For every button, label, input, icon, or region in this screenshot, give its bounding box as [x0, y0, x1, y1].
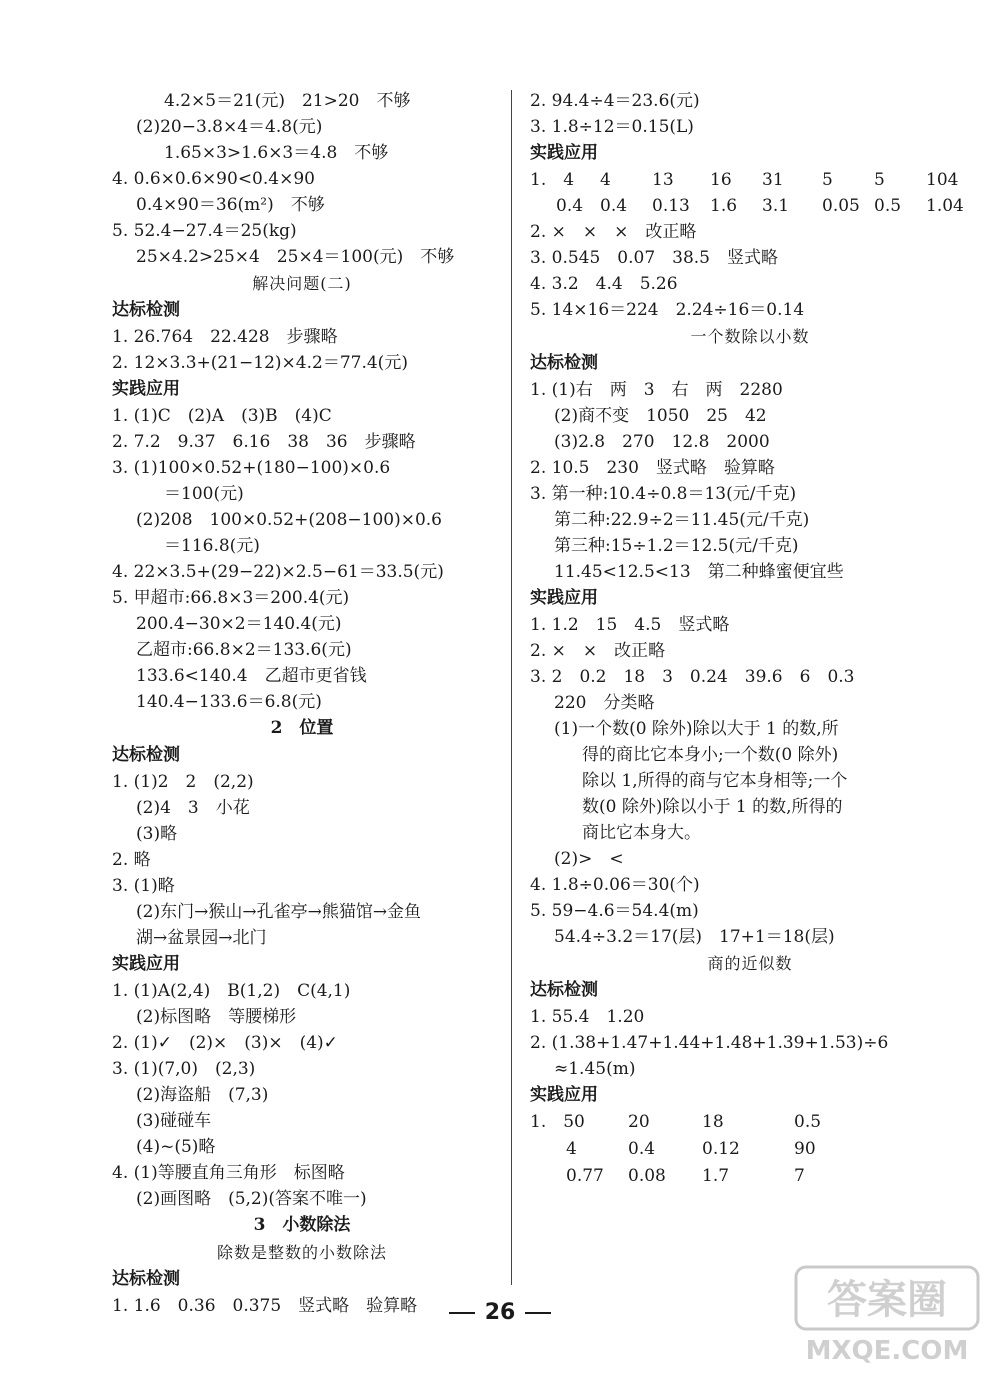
grid-cell: 1.6: [710, 196, 738, 216]
answer-line: (4)~(5)略: [136, 1137, 216, 1157]
answer-line: (1)一个数(0 除外)除以大于 1 的数,所: [554, 719, 839, 739]
answer-line: 2. 7.2 9.37 6.16 38 36 步骤略: [112, 432, 416, 452]
grid-row: [530, 1163, 970, 1190]
answer-line: (3)2.8 270 12.8 2000: [554, 432, 770, 452]
answer-line: (3)略: [136, 824, 178, 844]
watermark-url: MXQE.COM: [805, 1336, 969, 1366]
answer-line: 4.2×5＝21(元) 21>20 不够: [164, 91, 411, 111]
answer-line: 3. 2 0.2 18 3 0.24 39.6 6 0.3: [530, 667, 855, 687]
grid-cell: 0.05: [822, 196, 860, 216]
answer-line: 2. 94.4÷4＝23.6(元): [530, 91, 700, 111]
left-column: [112, 88, 492, 1319]
chapter-title: 除数是整数的小数除法: [216, 1243, 387, 1262]
answer-line: (2)东门→猴山→孔雀亭→熊猫馆→金鱼: [136, 902, 422, 922]
chapter-title: 商的近似数: [707, 954, 793, 973]
answer-grid-1: [530, 167, 970, 219]
column-divider: [511, 90, 512, 1285]
answer-line: 220 分类略: [554, 693, 655, 713]
answer-line: 54.4÷3.2＝17(层) 17+1＝18(层): [554, 927, 835, 947]
grid-cell: 0.4: [628, 1139, 656, 1159]
answer-line: 5. 59−4.6＝54.4(m): [530, 901, 699, 921]
answer-line: 第二种:22.9÷2＝11.45(元/千克): [554, 510, 810, 530]
chapter-title: 一个数除以小数: [690, 327, 810, 346]
answer-line: (2)20−3.8×4＝4.8(元): [136, 117, 323, 137]
answer-line: 乙超市:66.8×2＝133.6(元): [136, 640, 352, 660]
grid-cell: 0.4: [556, 196, 584, 216]
answer-line: ＝100(元): [164, 484, 244, 504]
answer-line: 除以 1,所得的商与它本身相等;一个: [582, 771, 848, 791]
answer-line: 2. 略: [112, 850, 151, 870]
grid-cell: 0.5: [794, 1112, 822, 1132]
answer-line: 133.6<140.4 乙超市更省钱: [136, 666, 367, 686]
answer-grid-2: [530, 1109, 970, 1190]
answer-line: 3. (1)100×0.52+(180−100)×0.6: [112, 458, 391, 478]
dash-right: [525, 1312, 551, 1314]
grid-cell: 104: [926, 170, 959, 190]
answer-line: 1. (1)A(2,4) B(1,2) C(4,1): [112, 981, 351, 1001]
answer-line: 4. 0.6×0.6×90<0.4×90: [112, 169, 315, 189]
answer-line: (2)> <: [554, 849, 624, 869]
page-number-text: 26: [484, 1300, 516, 1325]
answer-line: 数(0 除外)除以小于 1 的数,所得的: [582, 797, 843, 817]
answer-line: 湖→盆景园→北门: [136, 928, 267, 948]
answer-line: 1. 26.764 22.428 步骤略: [112, 327, 338, 347]
answer-line: 1.65×3>1.6×3＝4.8 不够: [164, 143, 389, 163]
answer-line: 得的商比它本身小;一个数(0 除外): [582, 745, 839, 765]
section-heading: 实践应用: [530, 1085, 598, 1105]
grid-row: [530, 1109, 970, 1136]
answer-line: 1. 1.6 0.36 0.375 竖式略 验算略: [112, 1296, 418, 1316]
answer-line: (3)碰碰车: [136, 1111, 212, 1131]
answer-line: 1. (1)C (2)A (3)B (4)C: [112, 406, 332, 426]
answer-line: 3. 0.545 0.07 38.5 竖式略: [530, 248, 778, 268]
answer-line: 3. (1)略: [112, 876, 175, 896]
section-heading: 达标检测: [112, 745, 180, 765]
answer-line: 3. (1)(7,0) (2,3): [112, 1059, 256, 1079]
grid-cell: 0.13: [652, 196, 690, 216]
answer-line: 商比它本身大。: [582, 823, 701, 843]
answer-line: 25×4.2>25×4 25×4＝100(元) 不够: [136, 247, 455, 267]
answer-line: (2)画图略 (5,2)(答案不唯一): [136, 1189, 367, 1209]
grid-cell: 1.7: [702, 1166, 730, 1186]
answer-line: 2. (1.38+1.47+1.44+1.48+1.39+1.53)÷6: [530, 1033, 889, 1053]
grid-cell: 1. 50: [530, 1112, 585, 1132]
grid-cell: 20: [628, 1112, 650, 1132]
grid-cell: 5: [822, 170, 833, 190]
grid-row: [530, 167, 970, 193]
answer-line: 5. 52.4−27.4＝25(kg): [112, 221, 297, 241]
grid-cell: 13: [652, 170, 674, 190]
grid-row: [530, 1136, 970, 1163]
grid-cell: 1.04: [926, 196, 964, 216]
grid-cell: 4: [566, 1139, 577, 1159]
answer-line: 2. 12×3.3+(21−12)×4.2＝77.4(元): [112, 353, 408, 373]
answer-line: 5. 14×16＝224 2.24÷16＝0.14: [530, 300, 805, 320]
answer-line: 2. × × × 改正略: [530, 222, 697, 242]
grid-cell: 0.4: [600, 196, 628, 216]
answer-line: 2. (1)✓ (2)× (3)× (4)✓: [112, 1033, 338, 1053]
answer-line: 4. 1.8÷0.06＝30(个): [530, 875, 700, 895]
answer-line: 4. (1)等腰直角三角形 标图略: [112, 1163, 345, 1183]
answer-line: (2)4 3 小花: [136, 798, 250, 818]
answer-line: 200.4−30×2＝140.4(元): [136, 614, 342, 634]
chapter-title: 解决问题(二): [252, 274, 352, 293]
dash-left: [449, 1312, 475, 1314]
section-heading: 达标检测: [112, 300, 180, 320]
grid-cell: 90: [794, 1139, 816, 1159]
section-heading: 达标检测: [530, 353, 598, 373]
grid-cell: 31: [762, 170, 784, 190]
chapter-title: 3 小数除法: [253, 1215, 351, 1235]
section-heading: 实践应用: [112, 379, 180, 399]
answer-line: 4. 3.2 4.4 5.26: [530, 274, 678, 294]
grid-cell: 0.12: [702, 1139, 740, 1159]
answer-line: 3. 第一种:10.4÷0.8＝13(元/千克): [530, 484, 797, 504]
answer-line: 2. 10.5 230 竖式略 验算略: [530, 458, 775, 478]
answer-line: 第三种:15÷1.2＝12.5(元/千克): [554, 536, 799, 556]
chapter-title: 2 位置: [270, 718, 334, 738]
section-heading: 实践应用: [530, 588, 598, 608]
answer-line: 2. × × 改正略: [530, 641, 666, 661]
grid-cell: 5: [874, 170, 885, 190]
answer-line: 1. 1.2 15 4.5 竖式略: [530, 615, 730, 635]
section-heading: 实践应用: [530, 143, 598, 163]
grid-cell: 0.77: [566, 1166, 604, 1186]
answer-line: (2)商不变 1050 25 42: [554, 406, 767, 426]
answer-line: 4. 22×3.5+(29−22)×2.5−61＝33.5(元): [112, 562, 444, 582]
grid-cell: 0.5: [874, 196, 902, 216]
answer-line: (2)208 100×0.52+(208−100)×0.6: [136, 510, 442, 530]
grid-cell: 1. 4: [530, 170, 575, 190]
answer-line: ＝116.8(元): [164, 536, 260, 556]
answer-line: 5. 甲超市:66.8×3＝200.4(元): [112, 588, 350, 608]
answer-line: 1. (1)2 2 (2,2): [112, 772, 254, 792]
grid-cell: 4: [600, 170, 611, 190]
answer-line: (2)标图略 等腰梯形: [136, 1007, 297, 1027]
answer-line: (2)海盗船 (7,3): [136, 1085, 269, 1105]
grid-row: [530, 193, 970, 219]
right-column: [530, 88, 970, 1190]
grid-cell: 18: [702, 1112, 724, 1132]
grid-cell: 3.1: [762, 196, 790, 216]
section-heading: 实践应用: [112, 954, 180, 974]
grid-cell: 16: [710, 170, 732, 190]
grid-cell: 7: [794, 1166, 805, 1186]
answer-line: 1. (1)右 两 3 右 两 2280: [530, 380, 783, 400]
answer-line: 3. 1.8÷12＝0.15(L): [530, 117, 694, 137]
grid-cell: 0.08: [628, 1166, 666, 1186]
answer-line: ≈1.45(m): [554, 1059, 636, 1079]
answer-line: 1. 55.4 1.20: [530, 1007, 645, 1027]
section-heading: 达标检测: [530, 980, 598, 1000]
answer-line: 11.45<12.5<13 第二种蜂蜜便宜些: [554, 562, 844, 582]
watermark-logo: [792, 1259, 982, 1369]
section-heading: 达标检测: [112, 1269, 180, 1289]
answer-line: 140.4−133.6＝6.8(元): [136, 692, 322, 712]
watermark-logo-text: 答案圈: [827, 1277, 947, 1323]
answer-line: 0.4×90＝36(m²) 不够: [136, 195, 325, 215]
